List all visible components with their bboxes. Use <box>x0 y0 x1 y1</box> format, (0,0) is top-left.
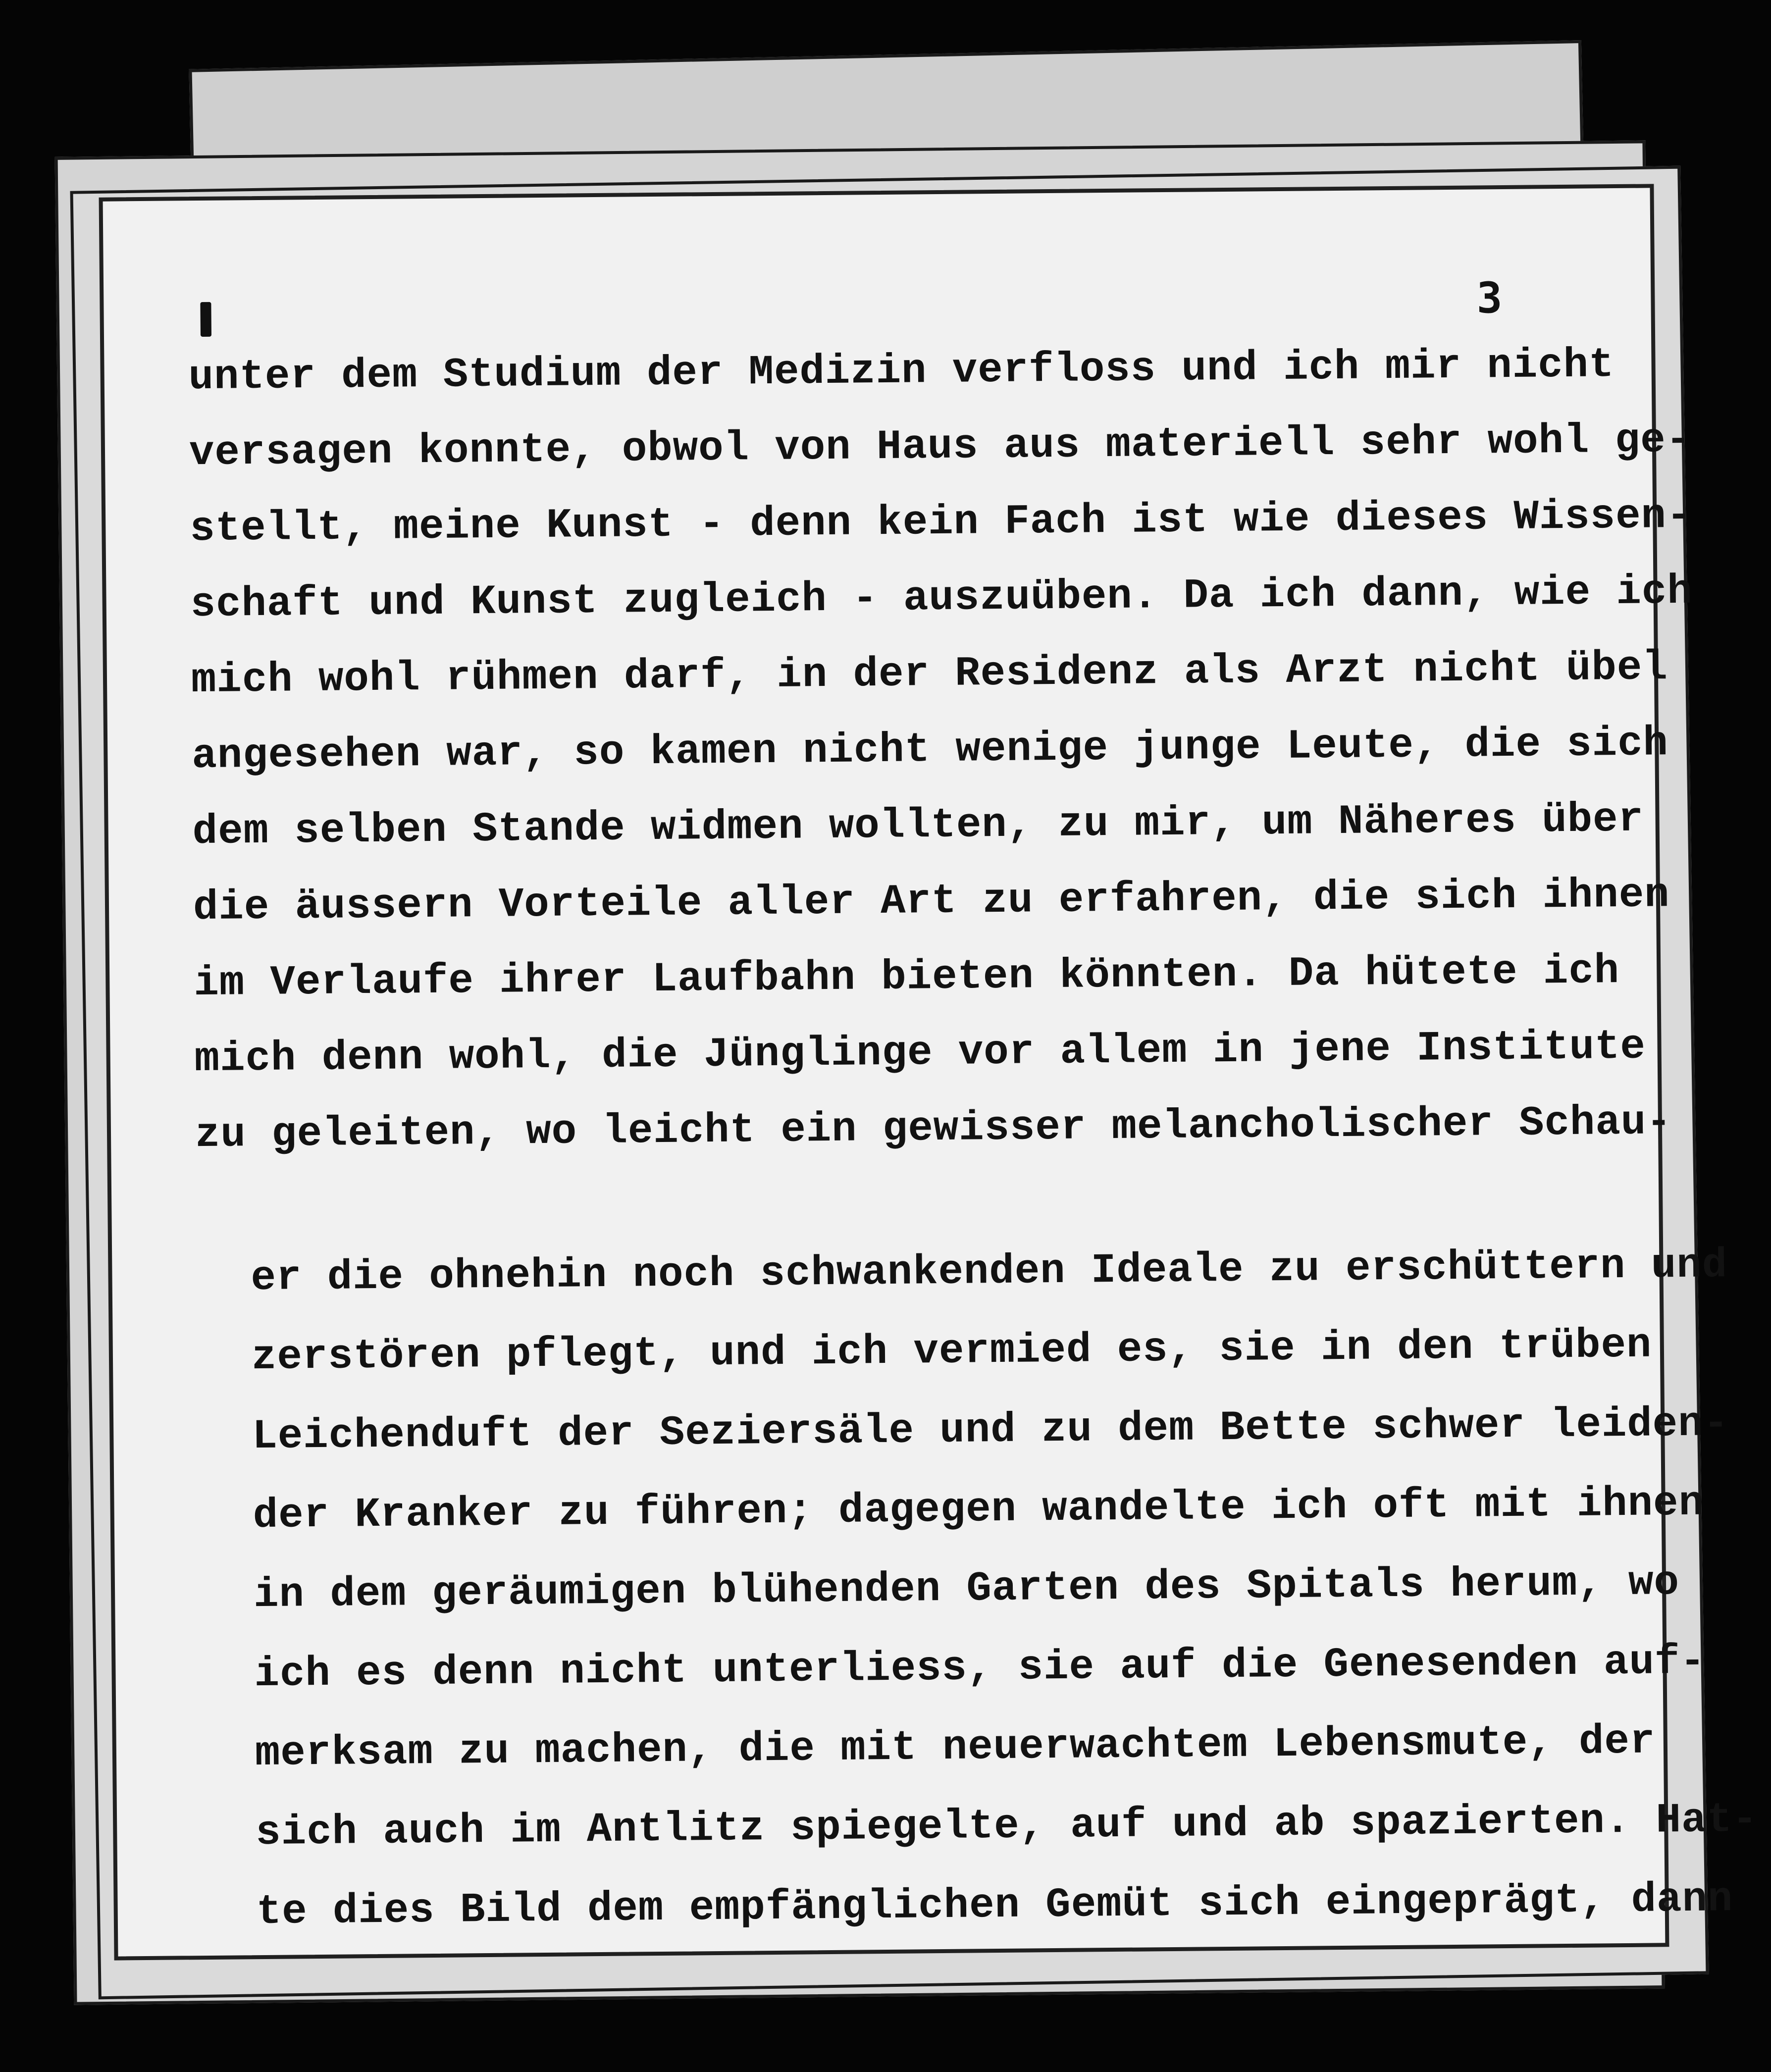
text-line: zerstören pflegt, und ich vermied es, sie in den trüben <box>251 1322 1652 1382</box>
typewritten-page <box>99 184 1758 1960</box>
text-line: mich wohl rühmen darf, in der Residenz als Arzt nicht übel <box>191 644 1668 705</box>
text-line: mich denn wohl, die Jünglinge vor allem in jene Institute <box>194 1023 1646 1084</box>
text-line: die äussern Vorteile aller Art zu erfahren, die sich ihnen <box>193 872 1670 932</box>
text-line: zu geleiten, wo leicht ein gewisser melancholischer Schau- <box>195 1099 1672 1159</box>
text-line: angesehen war, so kamen nicht wenige junge Leute, die sich <box>191 720 1669 780</box>
ink-mark <box>200 302 211 337</box>
text-line: im Verlaufe ihrer Laufbahn bieten könnten. Da hütete ich <box>193 948 1620 1008</box>
text-block-lower <box>251 1242 1758 1968</box>
page-number: 3 <box>1476 273 1503 323</box>
text-block-upper <box>188 341 1693 1188</box>
text-line: der Kranker zu führen; dagegen wandelte ich oft mit ihnen <box>253 1480 1705 1540</box>
text-line: ich es denn nicht unterliess, sie auf die Genesenden auf- <box>254 1638 1706 1699</box>
text-line: versagen konnte, obwol von Haus aus materiell sehr wohl ge- <box>189 416 1692 477</box>
text-line: sich auch im Antlitz spiegelte, auf und ab spazierten. Hat- <box>255 1796 1758 1857</box>
text-line: te dies Bild dem empfänglichen Gemüt sich eingeprägt, dann <box>256 1876 1733 1936</box>
text-line: merksam zu machen, die mit neuerwachtem Lebensmute, der <box>255 1718 1656 1778</box>
text-line: stellt, meine Kunst - denn kein Fach ist wie dieses Wissen- <box>189 492 1692 553</box>
text-line: unter dem Studium der Medizin verfloss und ich mir nicht <box>188 342 1615 402</box>
text-line: schaft und Kunst zugleich - auszuüben. Da ich dann, wie ich <box>190 568 1693 629</box>
text-line: in dem geräumigen blühenden Garten des Spitals herum, wo <box>253 1559 1680 1619</box>
text-line: Leichenduft der Seziersäle und zu dem Bette schwer leiden- <box>252 1400 1729 1461</box>
text-line: er die ohnehin noch schwankenden Ideale zu erschüttern und <box>251 1242 1728 1302</box>
text-line: dem selben Stande widmen wollten, zu mir, um Näheres über <box>192 796 1644 856</box>
